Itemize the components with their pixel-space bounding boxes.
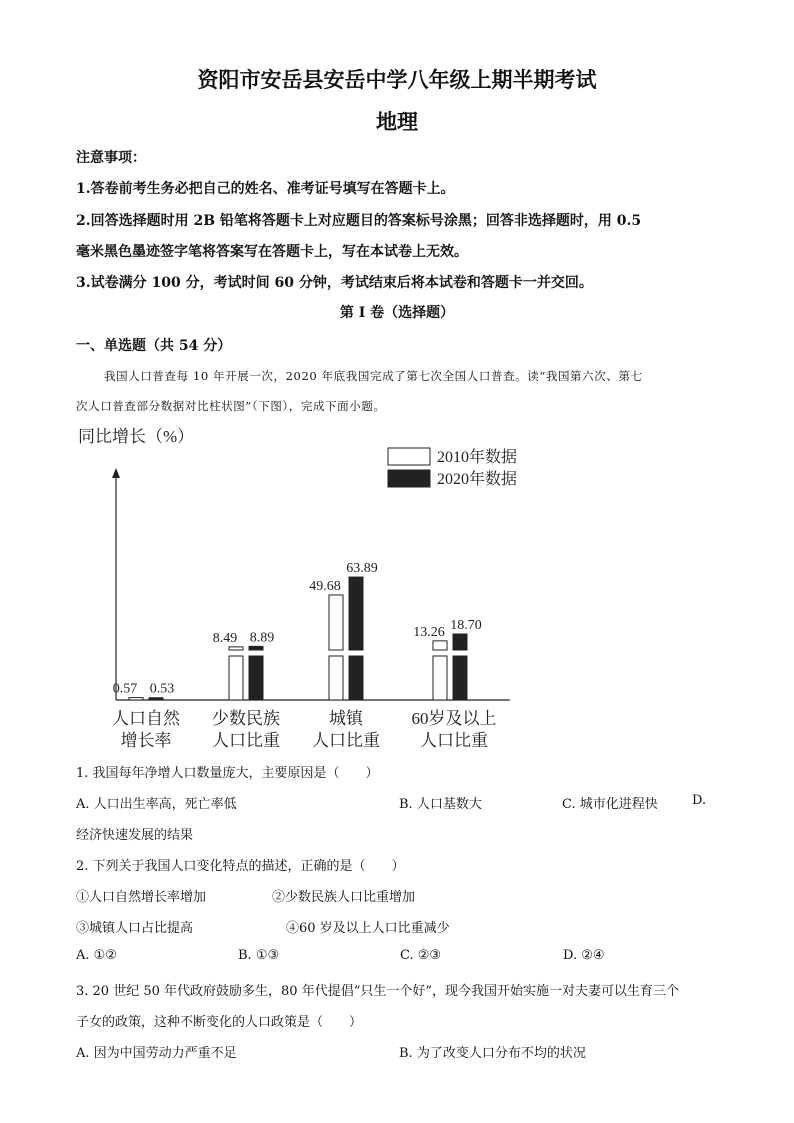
bar-2-4-lower xyxy=(453,656,467,700)
q2-option-a: A. ①② xyxy=(76,948,117,963)
bar-2-2-upper xyxy=(249,646,263,650)
exam-subject: 地理 xyxy=(376,109,418,134)
data-label-2-1: 0.53 xyxy=(149,681,175,697)
intro-line-2: 次人口普查部分数据对比柱状图”（下图），完成下面小题。 xyxy=(76,399,386,413)
bar-2-3-lower xyxy=(349,656,363,700)
q1-stem: 1. 我国每年净增人口数量庞大，主要原因是（ ） xyxy=(76,766,379,781)
data-label-1-1: 0.57 xyxy=(112,681,138,697)
y-axis-arrow-icon xyxy=(112,468,120,478)
q1-option-c: C. 城市化进程快 xyxy=(562,797,658,812)
notice-item-2-line-1: 2.回答选择题时用 2B 铅笔将答题卡上对应题目的答案标号涂黑；回答非选择题时，用 0.5 xyxy=(76,213,642,229)
notice-heading: 注意事项： xyxy=(76,150,146,166)
category-label-1-2: 增长率 xyxy=(120,731,172,750)
q2-statement-4: ④60 岁及以上人口比重减少 xyxy=(286,921,450,936)
q1-option-b: B. 人口基数大 xyxy=(399,797,482,812)
data-label-1-2: 8.49 xyxy=(212,630,238,646)
category-label-4-1: 60岁及以上 xyxy=(411,709,497,728)
q3-option-b: B. 为了改变人口分布不均的状况 xyxy=(399,1046,586,1061)
exam-title: 资阳市安岳县安岳中学八年级上期半期考试 xyxy=(197,67,597,92)
bar-1-1 xyxy=(129,698,143,700)
notice-item-3: 3.试卷满分 100 分，考试时间 60 分钟，考试结束后将本试卷和答题卡一并交回。 xyxy=(76,275,593,291)
category-label-1-1: 人口自然 xyxy=(112,709,180,728)
q2-option-b: B. ①③ xyxy=(238,948,280,963)
data-label-2-3: 63.89 xyxy=(346,561,378,577)
bar-1-2-upper xyxy=(229,647,243,650)
bar-1-3-upper xyxy=(329,595,343,650)
bar-2-1 xyxy=(149,698,163,700)
category-label-4-2: 人口比重 xyxy=(420,731,488,750)
data-label-2-4: 18.70 xyxy=(450,617,482,633)
bar-2-4-upper xyxy=(453,634,467,650)
population-census-bar-chart xyxy=(0,420,794,755)
category-label-3-2: 人口比重 xyxy=(312,731,380,750)
bar-2-2-lower xyxy=(249,656,263,700)
category-label-2-2: 人口比重 xyxy=(212,731,280,750)
bar-1-3-lower xyxy=(329,656,343,700)
legend-label-2: 2020年数据 xyxy=(437,471,518,488)
bar-1-4-lower xyxy=(433,656,447,700)
q2-statement-3: ③城镇人口占比提高 xyxy=(76,921,194,936)
y-axis-label: 同比增长（%） xyxy=(78,427,195,446)
q3-option-a: A. 因为中国劳动力严重不足 xyxy=(76,1046,237,1061)
q2-option-c: C. ②③ xyxy=(400,948,442,963)
legend-label-1: 2010年数据 xyxy=(437,449,518,466)
bar-1-2-lower xyxy=(229,656,243,700)
data-label-2-2: 8.89 xyxy=(249,630,275,646)
intro-line-1: 我国人口普查每 10 年开展一次，2020 年底我国完成了第七次全国人口普查。读“我国第六次、第七 xyxy=(104,369,643,383)
q3-stem-line-2: 子女的政策，这种不断变化的人口政策是（ ） xyxy=(76,1015,363,1030)
data-label-1-3: 49.68 xyxy=(309,578,341,594)
notice-item-2-line-2: 毫米黑色墨迹签字笔将答案写在答题卡上，写在本试卷上无效。 xyxy=(76,244,468,260)
category-label-3-1: 城镇 xyxy=(329,709,363,728)
volume-heading: 第 I 卷（选择题） xyxy=(339,305,455,321)
bar-2-3-upper xyxy=(349,577,363,650)
part-heading: 一、单选题（共 54 分） xyxy=(76,338,232,354)
legend-swatch-1 xyxy=(388,448,430,465)
category-label-2-1: 少数民族 xyxy=(212,709,280,728)
notice-item-1: 1.答卷前考生务必把自己的姓名、准考证号填写在答题卡上。 xyxy=(76,181,455,197)
q2-statement-1: ①人口自然增长率增加 xyxy=(76,890,207,905)
legend-swatch-2 xyxy=(388,470,430,487)
q2-stem: 2. 下列关于我国人口变化特点的描述，正确的是（ ） xyxy=(76,859,405,874)
data-label-1-4: 13.26 xyxy=(413,624,445,640)
q1-option-d-label: D. xyxy=(692,793,707,808)
q1-option-a: A. 人口出生率高，死亡率低 xyxy=(76,797,237,812)
q3-stem-line-1: 3. 20 世纪 50 年代政府鼓励多生，80 年代提倡“只生一个好”，现今我国开始实施一对夫妻可以生育三个 xyxy=(76,984,679,999)
bar-1-4-upper xyxy=(433,641,447,650)
q2-option-d: D. ②④ xyxy=(563,948,605,963)
q2-statement-2: ②少数民族人口比重增加 xyxy=(272,890,416,905)
q1-option-d-text: 经济快速发展的结果 xyxy=(76,828,194,843)
